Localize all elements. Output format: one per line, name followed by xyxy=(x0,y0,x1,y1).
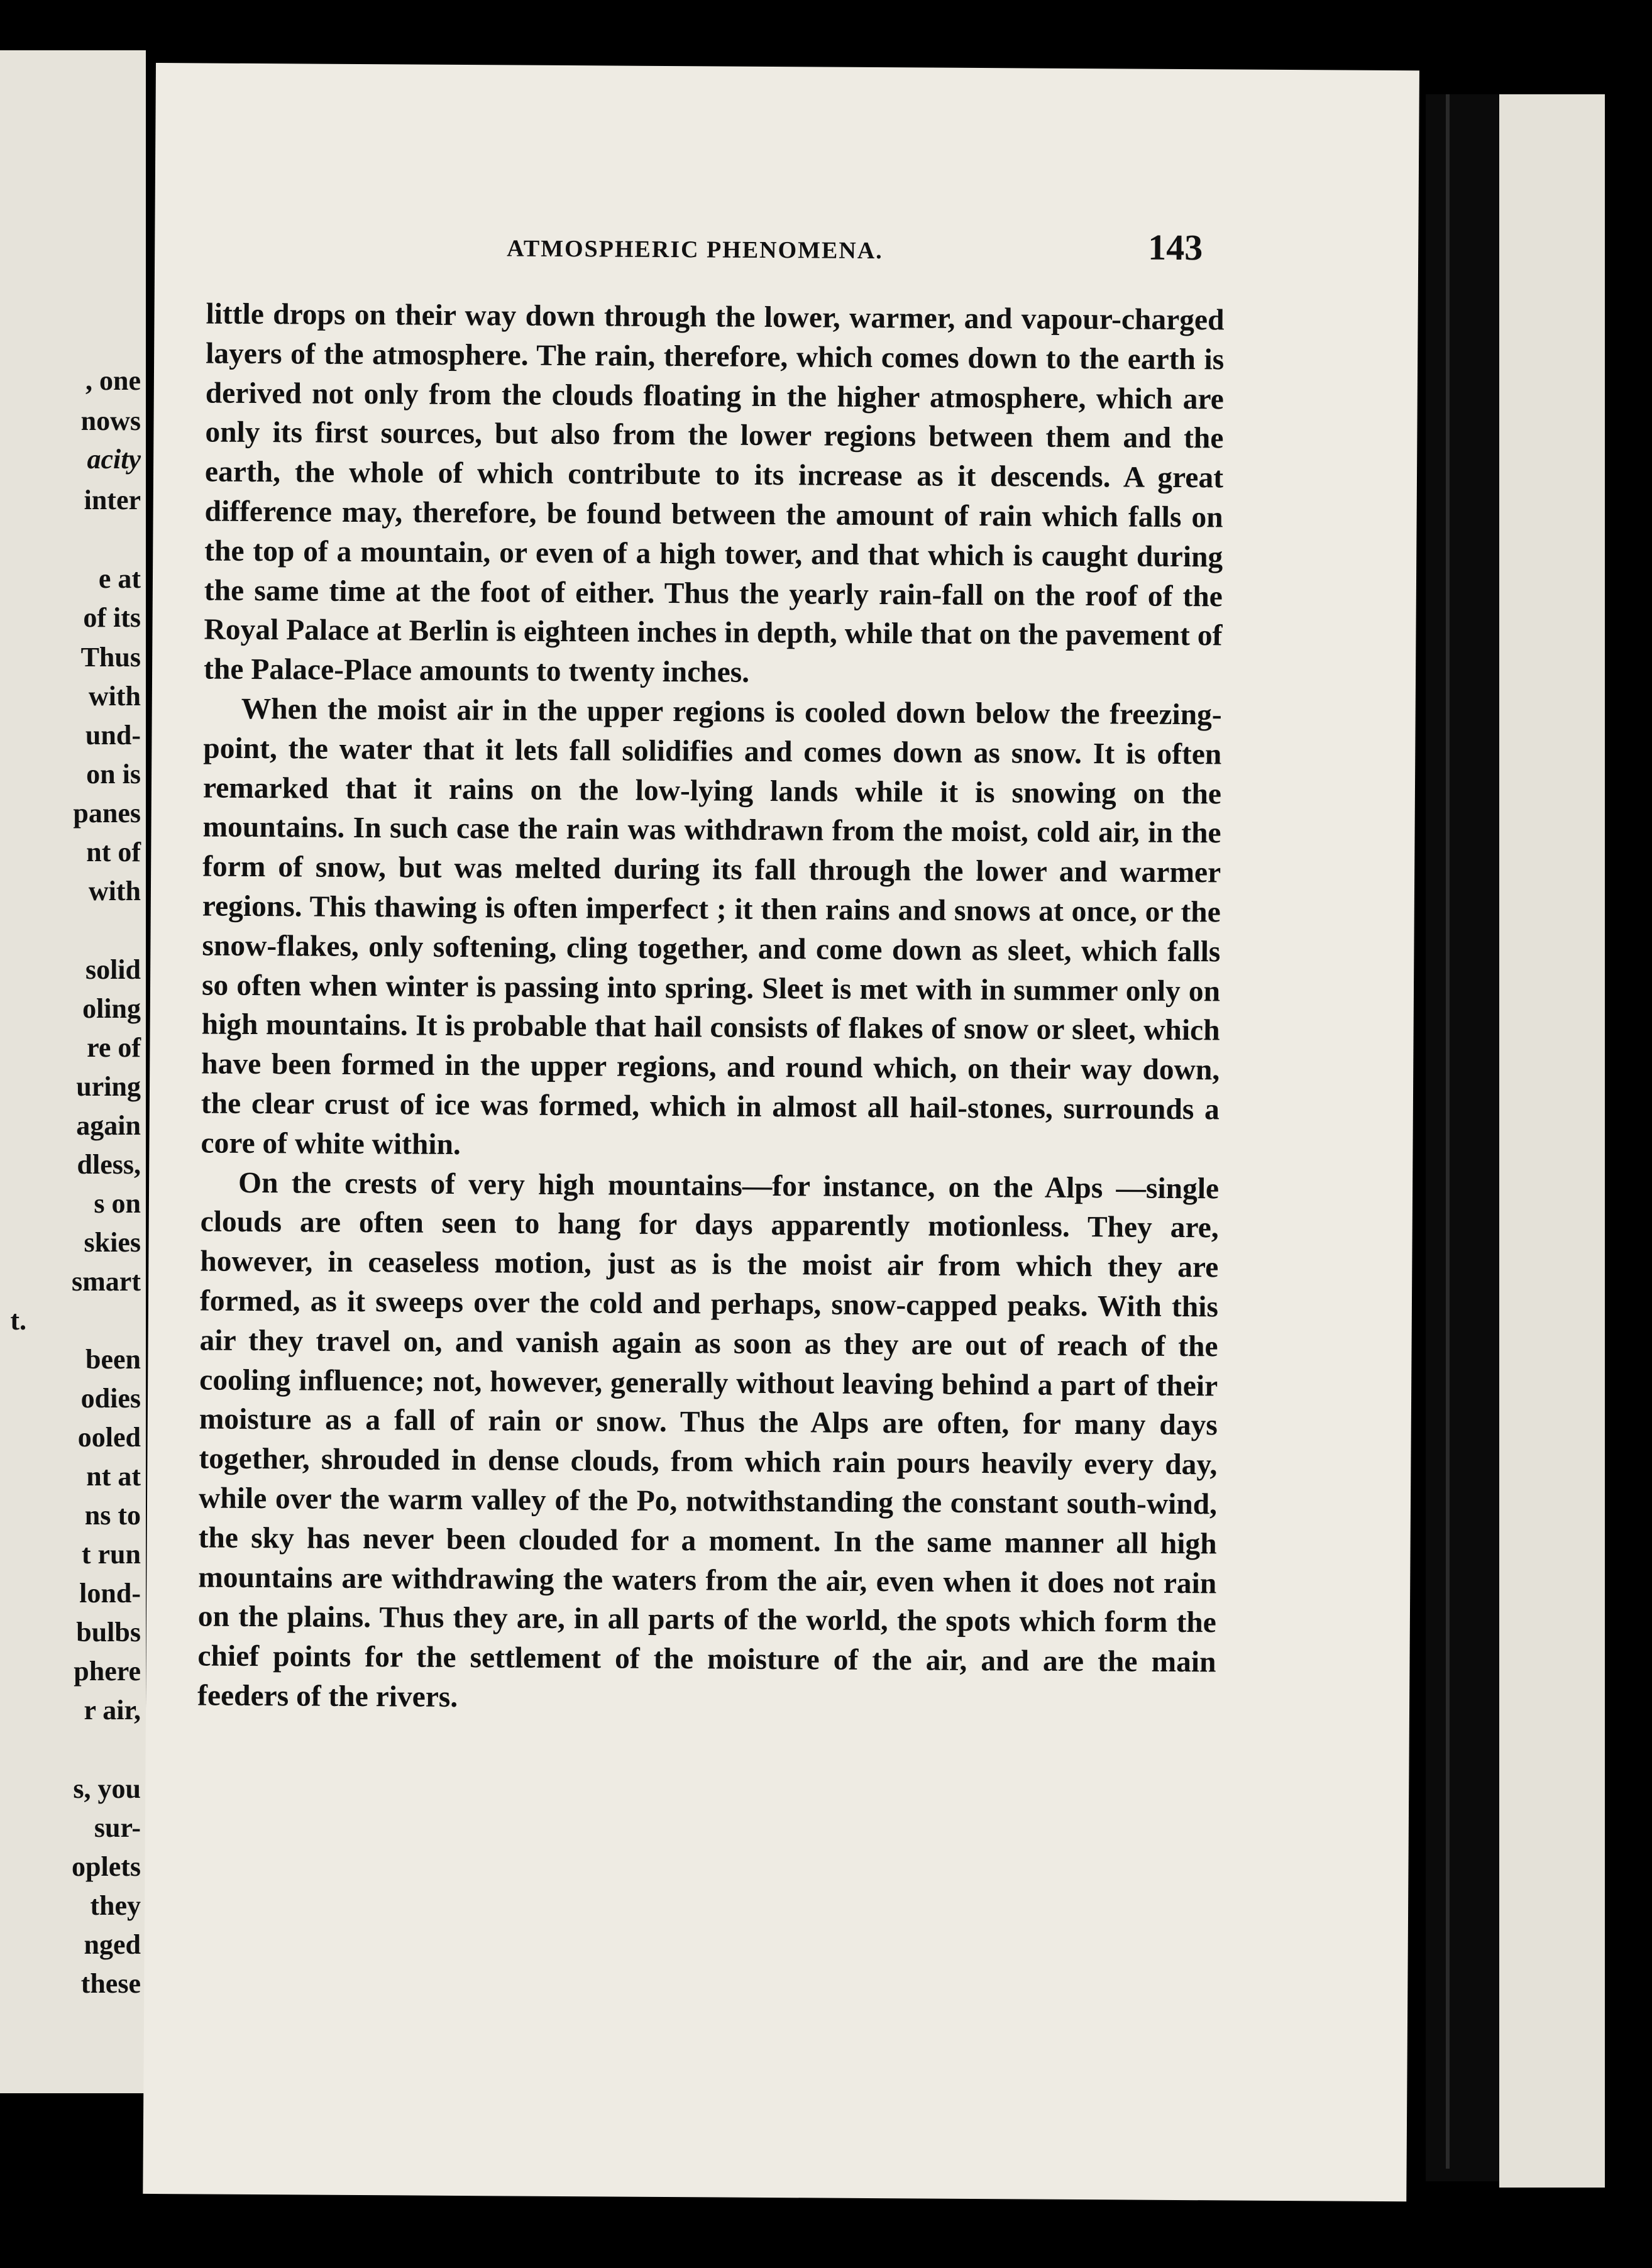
left-page-fragment: panes xyxy=(73,798,141,828)
left-page-fragment: solid xyxy=(85,954,141,985)
left-page-fragment: oplets xyxy=(72,1851,141,1882)
running-head: ATMOSPHERIC PHENOMENA. xyxy=(507,235,883,265)
left-page-fragment: e at xyxy=(98,563,141,594)
main-page xyxy=(143,63,1419,2201)
left-page-fragment: t. xyxy=(10,1305,26,1336)
left-page-fragment: nged xyxy=(84,1929,141,1960)
left-page-fragment: smart xyxy=(72,1266,141,1297)
left-page-fragment: these xyxy=(80,1968,141,1999)
left-page-fragment: acity xyxy=(87,444,141,475)
left-page-fragment: s, you xyxy=(73,1773,141,1804)
left-page-fragment: nt at xyxy=(86,1461,141,1492)
left-page-fragment: r air, xyxy=(84,1695,141,1726)
left-page-fragment: oling xyxy=(82,993,141,1024)
left-page-fragment: s on xyxy=(94,1188,141,1219)
right-page-strip xyxy=(1499,94,1605,2188)
left-page-fragment: on is xyxy=(86,759,141,790)
body-text xyxy=(197,294,1225,1722)
left-page-fragment: Thus xyxy=(80,642,141,673)
left-page-fragment: lond- xyxy=(79,1578,141,1609)
left-page-fragment: uring xyxy=(76,1071,141,1102)
left-page-fragment: re of xyxy=(87,1032,141,1063)
page-edge-line xyxy=(1446,94,1450,2169)
left-page-fragment: again xyxy=(76,1110,141,1141)
left-page-fragment: sur- xyxy=(94,1812,141,1843)
left-page-fragment: with xyxy=(88,681,141,712)
left-page-fragment: , one xyxy=(85,365,141,396)
left-page-fragment: nt of xyxy=(86,837,141,867)
binding-edge xyxy=(1426,94,1501,2181)
left-page-fragment: with xyxy=(88,876,141,906)
left-page-fragment: odies xyxy=(80,1383,141,1414)
left-page-fragment: been xyxy=(85,1344,141,1375)
left-page-fragment: und- xyxy=(85,720,141,751)
page-number: 143 xyxy=(1148,226,1203,268)
left-page-fragment: dless, xyxy=(77,1149,141,1180)
left-page-fragment: t run xyxy=(81,1539,141,1570)
left-page-fragment: inter xyxy=(84,485,141,515)
left-page-fragment: bulbs xyxy=(76,1617,141,1648)
left-page-fragment: they xyxy=(90,1890,141,1921)
left-page-fragment: ns to xyxy=(84,1500,141,1531)
paragraph: On the crests of very high mountains—for instance, on the Alps —single clouds are often seen to hang for days apparently motionless. They are, however, in ceaseless motion, just as is the moist air from which they are formed, as it sweeps over the cold and perhaps, snow-capped peaks. With this air they travel on, and vanish again as soon as they are out of reach of the cooling influence; not, however, generally without leaving behind a part of their moisture as a fall of rain or snow. Thus the Alps are often, for many days together, shrouded in dense clouds, from which rain pours heavily every day, while over the warm valley of the Po, notwithstanding the constant south-wind, the sky has never been clouded for a moment. In the same manner all high mountains are withdrawing the waters from the air, even when it does not rain on the plains. Thus they are, in all parts of the world, the spots which form the chief points for the settlement of the moisture of the air, and are the main feeders of the rivers. xyxy=(197,1166,1220,1714)
left-page-fragment: skies xyxy=(84,1227,141,1258)
left-page-fragment: ooled xyxy=(77,1422,141,1453)
paragraph: little drops on their way down through the lower, warmer, and vapour-charged layers of the atmosphere. The rain, therefore, which comes down to the earth is derived not only from the clouds floating in the higher atmosphere, which are only its first sources, but also from the lower regions between them and the earth, the whole of which contribute to its increase as it descends. A great difference may, therefore, be found between the amount of rain which falls on the top of a mountain, or even of a high tower, and that which is caught during the same time at the foot of either. Thus the yearly rain-fall on the roof of the Royal Palace at Berlin is eighteen inches in depth, while that on the pavement of the Palace-Place amounts to twenty inches. xyxy=(203,297,1225,689)
left-page-fragment: phere xyxy=(74,1656,141,1687)
paragraph: When the moist air in the upper regions is cooled down below the freezing-point, the water that it lets fall solidifies and comes down as snow. It is often remarked that it rains on the low-lying lands while it is snowing on the mountains. In such case the rain was withdrawn from the moist, cold air, in the form of snow, but was melted during its fall through the lower and warmer regions. This thawing is often imperfect ; it then rains and snows at once, or the snow-flakes, only softening, cling together, and come down as sleet, which falls so often when winter is passing into spring. Sleet is met with in summer only on high mountains. It is probable that hail consists of flakes of snow or sleet, which have been formed in the upper regions, and round which, on their way down, the clear crust of ice was formed, which in almost all hail-stones, surrounds a core of white within. xyxy=(201,692,1222,1161)
left-page-fragment: of its xyxy=(83,602,141,633)
left-page-strip xyxy=(0,50,146,2093)
left-page-fragment: nows xyxy=(80,405,141,436)
